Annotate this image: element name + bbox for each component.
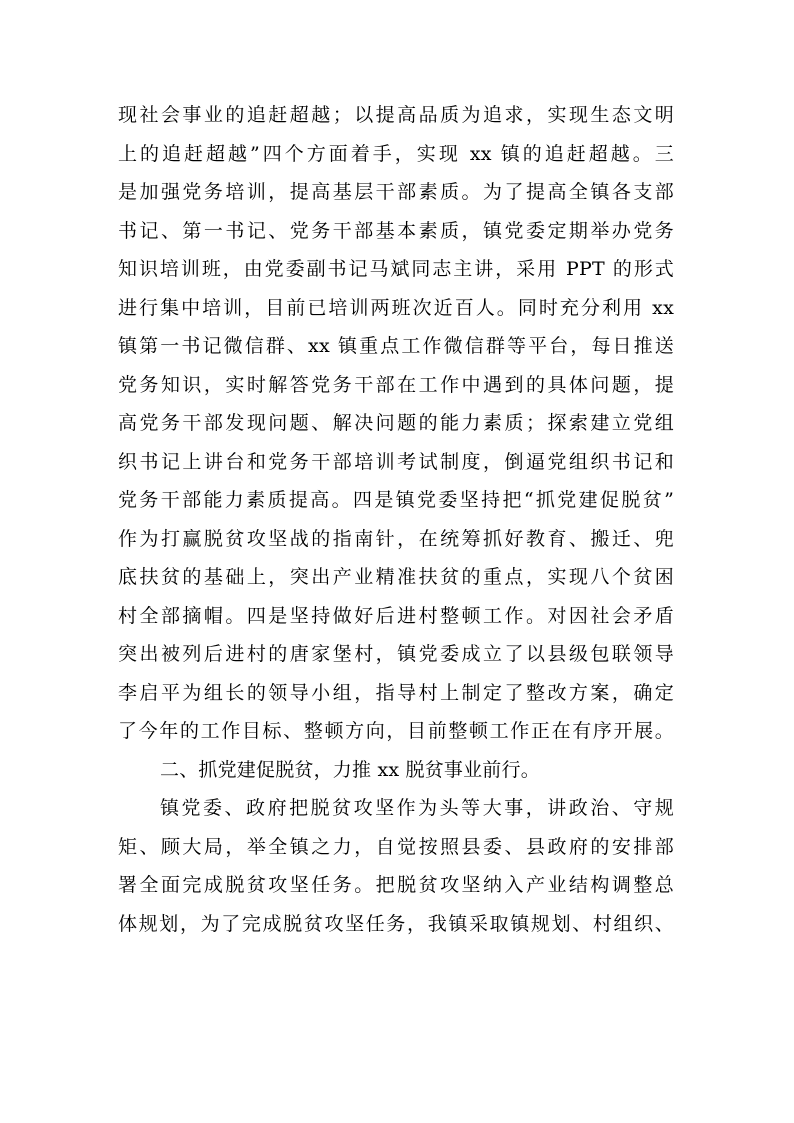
text-line-6: 进行集中培训，目前已培训两班次近百人。同时充分利用 xx	[118, 296, 674, 319]
text-line-12: 作为打赢脱贫攻坚战的指南针，在统筹抓好教育、搬迁、兜	[118, 527, 674, 550]
paragraph-first-line: 镇党委、政府把脱贫攻坚作为头等大事，讲政治、守规	[160, 797, 674, 819]
text-line-20: 矩、顾大局，举全镇之力，自觉按照县委、县政府的安排部	[118, 835, 674, 858]
text-line-1: 现社会事业的追赶超越；以提高品质为追求，实现生态文明	[118, 104, 674, 126]
text-line-16: 李启平为组长的领导小组，指导村上制定了整改方案，确定	[118, 681, 674, 704]
body-text	[118, 96, 674, 943]
text-line-5: 知识培训班，由党委副书记马斌同志主讲，采用 PPT 的形式	[118, 258, 674, 280]
text-line-7: 镇第一书记微信群、xx 镇重点工作微信群等平台，每日推送	[118, 335, 674, 357]
text-line-15: 突出被列后进村的唐家堡村，镇党委成立了以县级包联领导	[118, 643, 674, 665]
text-line-3: 是加强党务培训，提高基层干部素质。为了提高全镇各支部	[118, 181, 674, 203]
text-line-21: 署全面完成脱贫攻坚任务。把脱贫攻坚纳入产业结构调整总	[118, 874, 674, 896]
text-line-14: 村全部摘帽。四是坚持做好后进村整顿工作。对因社会矛盾	[118, 604, 674, 627]
text-line-4: 书记、第一书记、党务干部基本素质，镇党委定期举办党务	[118, 219, 674, 242]
text-line-17: 了今年的工作目标、整顿方向，目前整顿工作正在有序开展。	[118, 720, 674, 742]
text-line-10: 织书记上讲台和党务干部培训考试制度，倒逼党组织书记和	[118, 450, 674, 473]
section-heading: 二、抓党建促脱贫，力推 xx 脱贫事业前行。	[160, 758, 540, 781]
text-line-11: 党务干部能力素质提高。四是镇党委坚持把“抓党建促脱贫”	[118, 489, 674, 511]
text-line-22: 体规划，为了完成脱贫攻坚任务，我镇采取镇规划、村组织、	[118, 912, 674, 935]
text-line-2: 上的追赶超越”四个方面着手，实现 xx 镇的追赶超越。三	[118, 142, 674, 165]
text-line-13: 底扶贫的基础上，突出产业精准扶贫的重点，实现八个贫困	[118, 566, 674, 588]
text-line-8: 党务知识，实时解答党务干部在工作中遇到的具体问题，提	[118, 373, 674, 396]
text-line-9: 高党务干部发现问题、解决问题的能力素质；探索建立党组	[118, 412, 674, 434]
